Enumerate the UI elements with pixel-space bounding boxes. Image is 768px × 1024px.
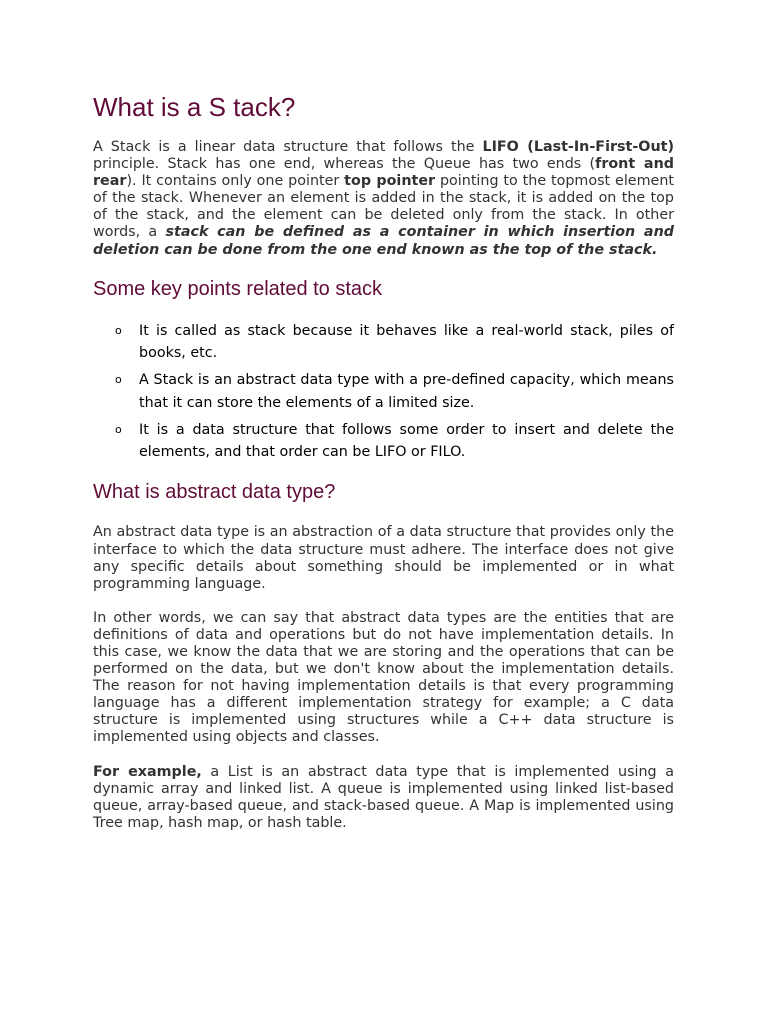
adt-paragraph-2: In other words, we can say that abstract data types are the entities that are definitions of data and operations but do not have implementation details. In this case, we know the data that we are storing and the operations that can be performed on the data, but we don't know about the implementation details. The reason for not having implementation details is that every programming language has a different implementation strategy for example; a C data structure is implemented using structures while a C++ data structure is implemented using objects and classes. [93, 609, 674, 746]
document-page [93, 90, 674, 832]
key-points-list [93, 320, 674, 464]
list-item [93, 369, 674, 414]
intro-text-2: principle. Stack has one end, whereas the Queue has two ends ( [93, 156, 596, 173]
adt-heading: What is abstract data type? [93, 481, 336, 504]
intro-text-3: ). It contains only one pointer [126, 173, 345, 190]
intro-bold-lifo: LIFO (Last-In-First-Out) [482, 139, 674, 155]
list-item [93, 419, 674, 464]
intro-paragraph [93, 139, 674, 259]
intro-bold-top-pointer: top pointer [344, 173, 436, 190]
adt-paragraph-3 [93, 764, 674, 832]
page-title: What is a S tack? [93, 92, 296, 122]
bullet-icon: o [115, 422, 122, 436]
list-item-text: It is a data structure that follows some order to insert and delete the elements, and that order can be LIFO or FILO. [139, 421, 674, 461]
list-item-text: It is called as stack because it behaves like a real-world stack, piles of books, etc. [139, 322, 674, 361]
key-points-heading: Some key points related to stack [93, 277, 383, 300]
for-example-label: For example, [93, 763, 202, 780]
intro-text-4: pointing to the topmost element of the stack. Whenever an element is added in the stack, it is added on the top of the stack, and the element can be deleted only from the stack. In other words, a [93, 173, 674, 241]
intro-definition: stack can be defined as a container in which insertion and deletion can be done from the one end known as the top of the stack. [93, 224, 674, 258]
list-item [93, 320, 674, 365]
intro-text-1: A Stack is a linear data structure that follows the [93, 139, 483, 155]
bullet-icon: o [115, 323, 122, 337]
bullet-icon: o [115, 373, 122, 387]
adt-paragraph-3-text: a List is an abstract data type that is implemented using a dynamic array and linked list. A queue is implemented using linked list-based queue, array-based queue, and stack-based queue. A Map is implemented using Tree map, hash map, or hash table. [93, 763, 674, 831]
intro-bold-front-rear: front and rear [93, 156, 674, 190]
adt-paragraph-1: An abstract data type is an abstraction of a data structure that provides only the interface to which the data structure must adhere. The interface does not give any specific details about something should be implemented or in what programming language. [93, 524, 674, 592]
list-item-text: A Stack is an abstract data type with a pre-defined capacity, which means that it can store the elements of a limited size. [139, 372, 674, 411]
